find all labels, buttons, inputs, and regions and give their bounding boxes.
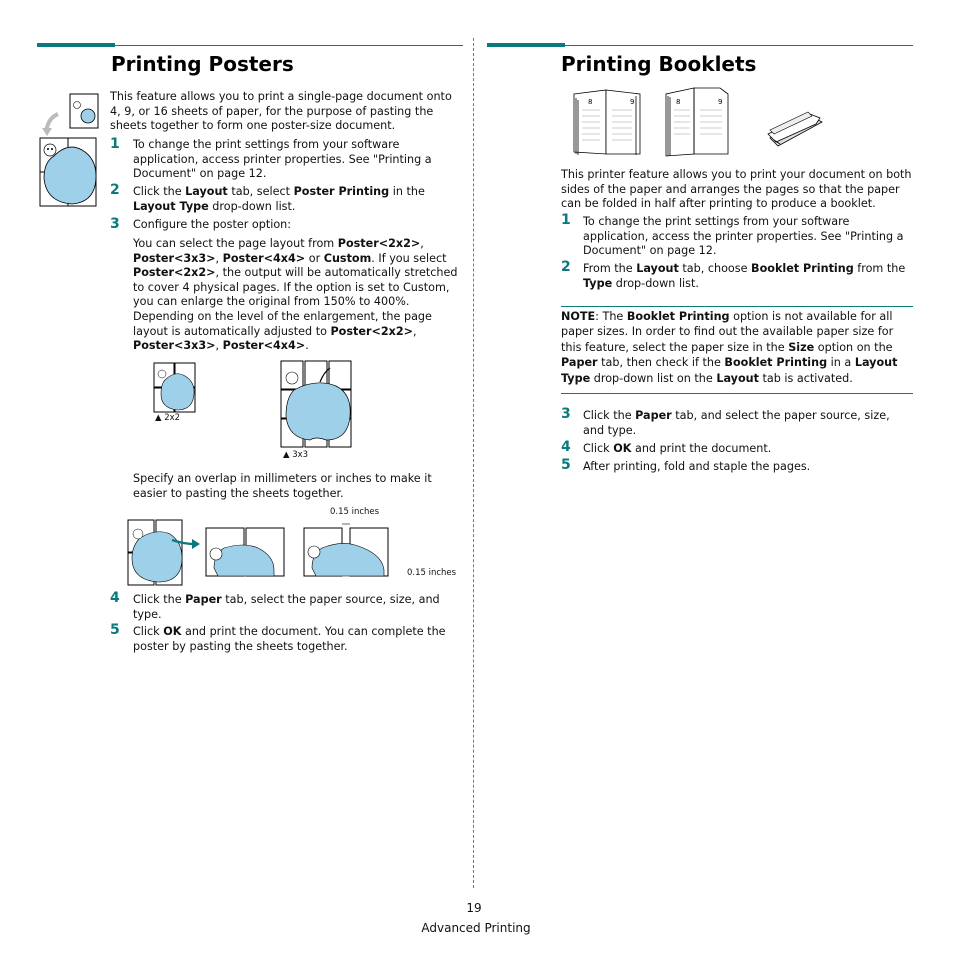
poster-3x3-illustration bbox=[280, 360, 354, 448]
left-step-3-number: 3 bbox=[110, 216, 120, 232]
right-step-3-number: 3 bbox=[561, 406, 571, 422]
page-number: 19 bbox=[466, 901, 482, 915]
left-header-accent bbox=[37, 43, 115, 47]
right-header-rule bbox=[565, 45, 913, 46]
left-intro: This feature allows you to print a single-page document onto 4, 9, or 16 sheets of paper, for the purpose of pasting the sheets together to form one poster-size document. bbox=[110, 90, 452, 133]
right-step-5-number: 5 bbox=[561, 457, 571, 473]
booklet-page-8b: 8 bbox=[676, 98, 681, 106]
right-step-1-number: 1 bbox=[561, 212, 571, 228]
booklet-page-8a: 8 bbox=[588, 98, 593, 106]
overlap-text: Specify an overlap in millimeters or inches to make it easier to pasting the sheets together. bbox=[133, 472, 432, 500]
left-step-4-number: 4 bbox=[110, 590, 120, 606]
booklet-illustration bbox=[570, 86, 825, 158]
left-step-5-number: 5 bbox=[110, 622, 120, 638]
left-header-rule bbox=[115, 45, 463, 46]
note-label: NOTE bbox=[561, 310, 596, 323]
stapler-icon bbox=[768, 112, 822, 146]
poster-option-text: You can select the page layout from Poster<2x2>, Poster<3x3>, Poster<4x4> or Custom. If you select Poster<2x2>, the output will be automatically stretched to cover 4 physical pages. If the option is set to Custom, you can enlarge the original from 150% to 400%. Depending on the level of the enlargement, the page layout is automatically adjusted to Poster<2x2>, Poster<3x3>, Poster<4x4>. bbox=[133, 237, 458, 353]
right-title: Printing Booklets bbox=[561, 52, 757, 76]
right-step-3-text: Click the Paper tab, and select the paper source, size, and type. bbox=[583, 409, 890, 437]
label-3x3: ▲ 3x3 bbox=[283, 450, 309, 460]
left-title: Printing Posters bbox=[111, 52, 294, 76]
left-step-1-text: To change the print settings from your software application, access printer properties. See "Printing a Document" on page 12. bbox=[133, 138, 432, 181]
note-text: : The Booklet Printing option is not available for all paper sizes. In order to find out the available paper size for this feature, select the paper size in the Size option on the Paper tab, then check if the Booklet Printing in a Layout Type drop-down list on the Layout tab is activated. bbox=[561, 310, 898, 385]
overlap-side-label: 0.15 inches bbox=[407, 568, 457, 578]
booklet-page-9a: 9 bbox=[630, 98, 635, 106]
label-2x2: ▲ 2x2 bbox=[155, 413, 181, 423]
right-step-2-text: From the Layout tab, choose Booklet Printing from the Type drop-down list. bbox=[583, 262, 906, 290]
column-divider bbox=[473, 38, 474, 888]
left-step-5-text: Click OK and print the document. You can complete the poster by pasting the sheets together. bbox=[133, 625, 446, 653]
left-step-3-text: Configure the poster option: bbox=[133, 218, 292, 231]
right-header-accent bbox=[487, 43, 565, 47]
overlap-illustration bbox=[126, 518, 396, 588]
right-intro: This printer feature allows you to print your document on both sides of the paper and arranges the pages so that the paper can be folded in half after printing to produce a booklet. bbox=[561, 168, 912, 211]
note-bottom-rule bbox=[561, 393, 913, 394]
note-top-rule bbox=[561, 306, 913, 307]
left-step-1-number: 1 bbox=[110, 136, 120, 152]
right-step-5-text: After printing, fold and staple the pages. bbox=[583, 460, 811, 473]
left-step-2-number: 2 bbox=[110, 182, 120, 198]
right-step-4-number: 4 bbox=[561, 439, 571, 455]
right-step-2-number: 2 bbox=[561, 259, 571, 275]
poster-2x2-illustration bbox=[153, 362, 197, 414]
left-step-2-text: Click the Layout tab, select Poster Printing in the Layout Type drop-down list. bbox=[133, 185, 425, 213]
right-step-4-text: Click OK and print the document. bbox=[583, 442, 772, 455]
poster-intro-icon bbox=[38, 92, 102, 210]
right-step-1-text: To change the print settings from your software application, access the printer properties. See "Printing a Document" on page 12. bbox=[583, 215, 904, 258]
note-block bbox=[561, 309, 909, 386]
footer-section: Advanced Printing bbox=[421, 921, 531, 935]
booklet-page-9b: 9 bbox=[718, 98, 723, 106]
overlap-top-label: 0.15 inches bbox=[330, 507, 380, 517]
left-step-4-text: Click the Paper tab, select the paper source, size, and type. bbox=[133, 593, 440, 621]
